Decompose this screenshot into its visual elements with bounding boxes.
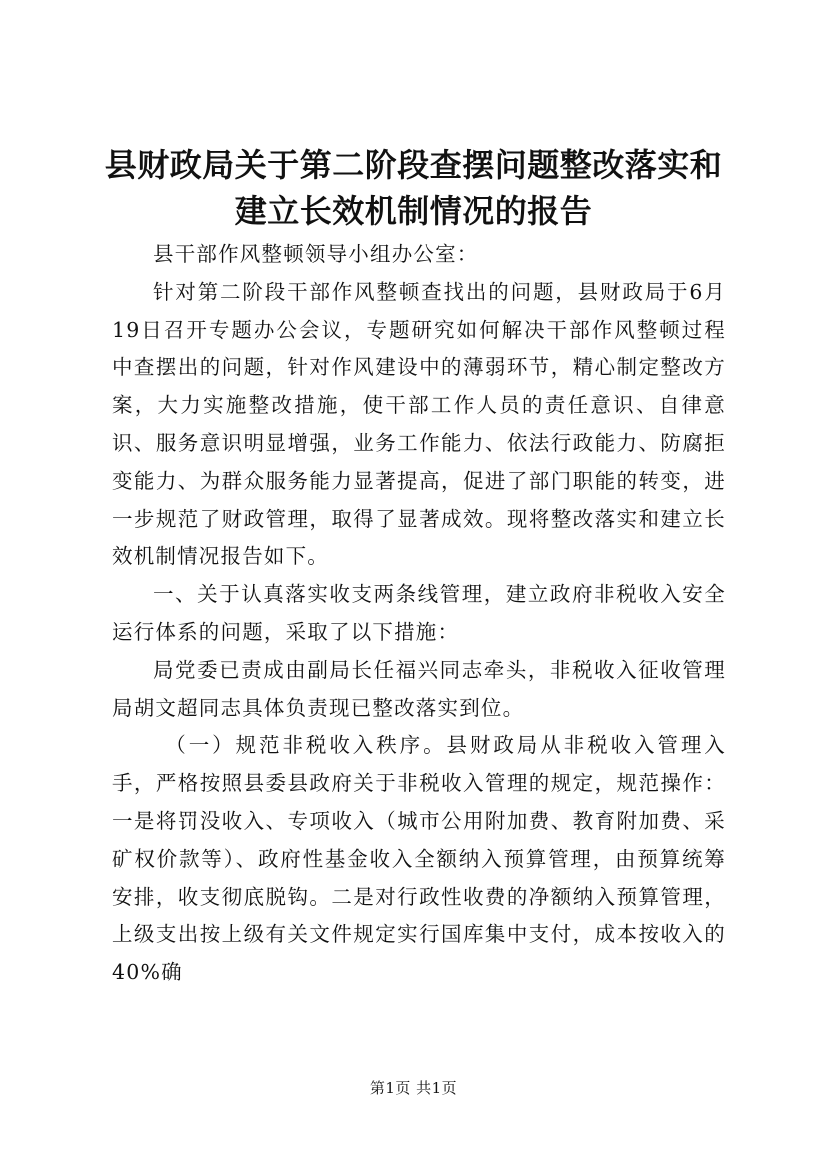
section-one-heading: 一、关于认真落实收支两条线管理，建立政府非税收入安全运行体系的问题，采取了以下措施： (112, 582, 726, 644)
subsection-one-paragraph: （一）规范非税收入秩序。县财政局从非税收入管理入手，严格按照县委县政府关于非税收入管理的规定，规范操作：一是将罚没收入、专项收入（城市公用附加费、教育附加费、采矿权价款等）、政府性基金收入全额纳入预算管理，由预算统筹安排，收支彻底脱钩。二是对行政性收费的净额纳入预算管理，上级支出按上级有关文件规定实行国库集中支付，成本按收入的40%确 (112, 733, 726, 985)
intro-paragraph: 针对第二阶段干部作风整顿查找出的问题，县财政局于6月19日召开专题办公会议，专题研究如何解决干部作风整顿过程中查摆出的问题，针对作风建设中的薄弱环节，精心制定整改方案，大力实施整改措施，使干部工作人员的责任意识、自律意识、服务意识明显增强，业务工作能力、依法行政能力、防腐拒变能力、为群众服务能力显著提高，促进了部门职能的转变，进一步规范了财政管理，取得了显著成效。现将整改落实和建立长效机制情况报告如下。 (112, 279, 726, 569)
document-title: 县财政局关于第二阶段查摆问题整改落实和建立长效机制情况的报告 (104, 146, 723, 230)
salutation-paragraph: 县干部作风整顿领导小组办公室： (153, 242, 479, 266)
page-footer: 第1页 共1页 (369, 1079, 458, 1097)
document-body (112, 236, 726, 992)
responsibility-paragraph: 局党委已责成由副局长任福兴同志牵头，非税收入征收管理局胡文超同志具体负责现已整改落实到位。 (112, 657, 726, 720)
